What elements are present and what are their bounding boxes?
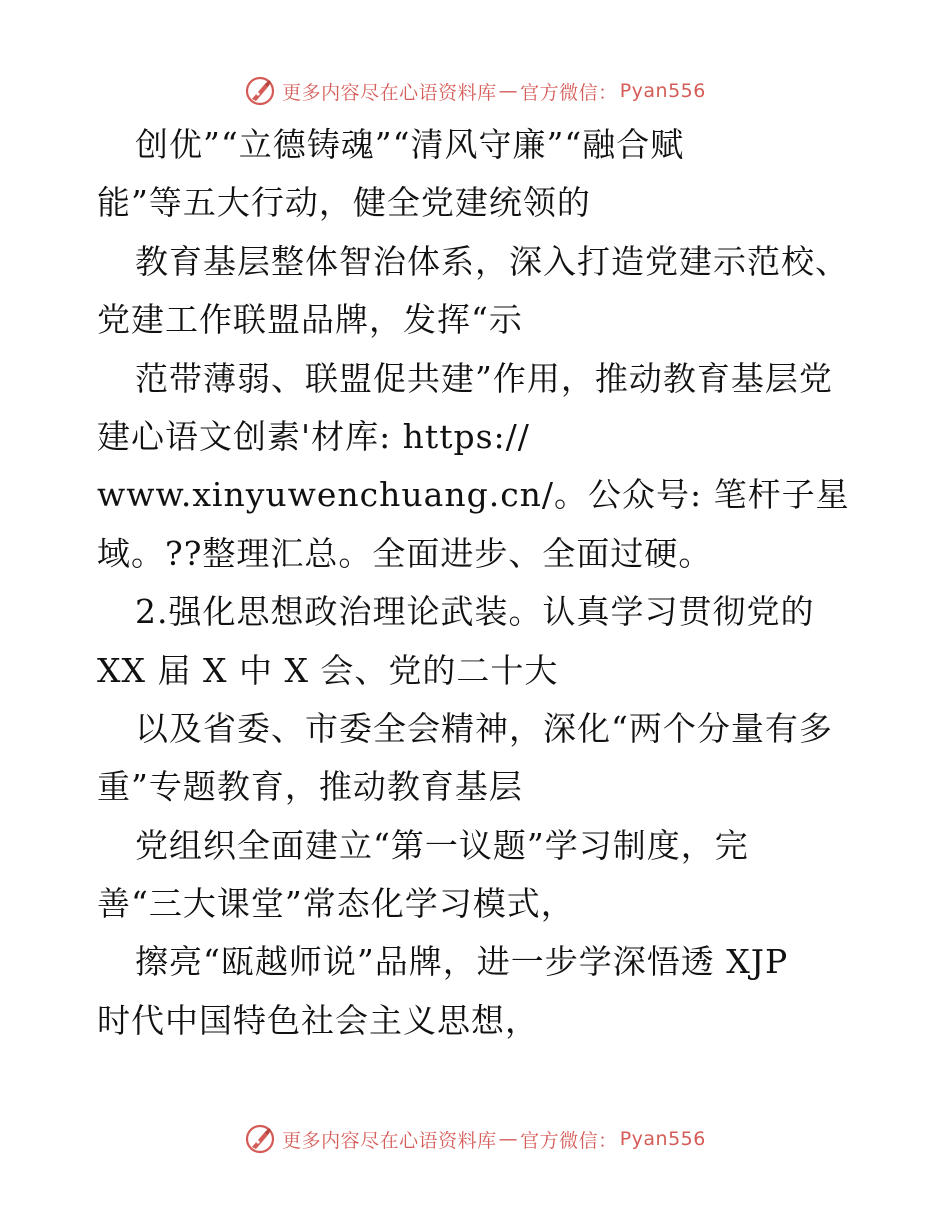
body-line-8: 域。??整理汇总。全面进步、全面过硬。 [97,533,713,573]
body-line-16: 时代中国特色社会主义思想， [97,1000,539,1040]
body-line-7: www.xinyuwenchuang.cn/。公众号: 笔杆子星 [97,475,850,515]
header-wechat-id: Pyan556 [619,80,706,102]
header-contact-label: 官方微信： [520,81,618,104]
body-line-14: 善“三大课堂”常态化学习模式， [97,884,575,924]
body-line-10: XX 届 X 中 X 会、党的二十大 [97,650,559,690]
pen-nib-logo-icon [244,1123,276,1155]
body-line-15: 擦亮“瓯越师说”品牌，进一步学深悟透 XJP [135,942,789,982]
header-separator: — [498,80,519,102]
body-line-3: 教育基层整体智治体系，深入打造党建示范校、 [135,241,849,281]
footer-banner [0,1119,950,1159]
body-line-1: 创优”“立德铸魂”“清风守廉”“融合赋 [135,125,685,164]
body-line-2: 能”等五大行动，健全党建统领的 [97,183,591,223]
pen-nib-logo-icon [244,75,276,107]
body-line-9: 2.强化思想政治理论武装。认真学习贯彻党的 [135,592,815,632]
header-brand-text: 更多内容尽在心语资料库 [282,81,497,104]
document-body [97,125,887,1059]
body-line-13: 党组织全面建立“第一议题”学习制度，完 [135,825,749,865]
footer-separator: — [498,1128,519,1150]
body-line-12: 重”专题教育，推动教育基层 [97,767,523,807]
footer-wechat-id: Pyan556 [619,1128,706,1150]
header-banner [0,71,950,111]
footer-contact-label: 官方微信： [520,1129,618,1152]
body-line-11: 以及省委、市委全会精神，深化“两个分量有多 [135,708,833,748]
body-line-4: 党建工作联盟品牌，发挥“示 [97,300,523,340]
body-line-5: 范带薄弱、联盟促共建”作用，推动教育基层党 [135,358,833,398]
body-line-6: 建心语文创素'材库: https:// [97,416,530,456]
footer-brand-text: 更多内容尽在心语资料库 [282,1129,497,1152]
